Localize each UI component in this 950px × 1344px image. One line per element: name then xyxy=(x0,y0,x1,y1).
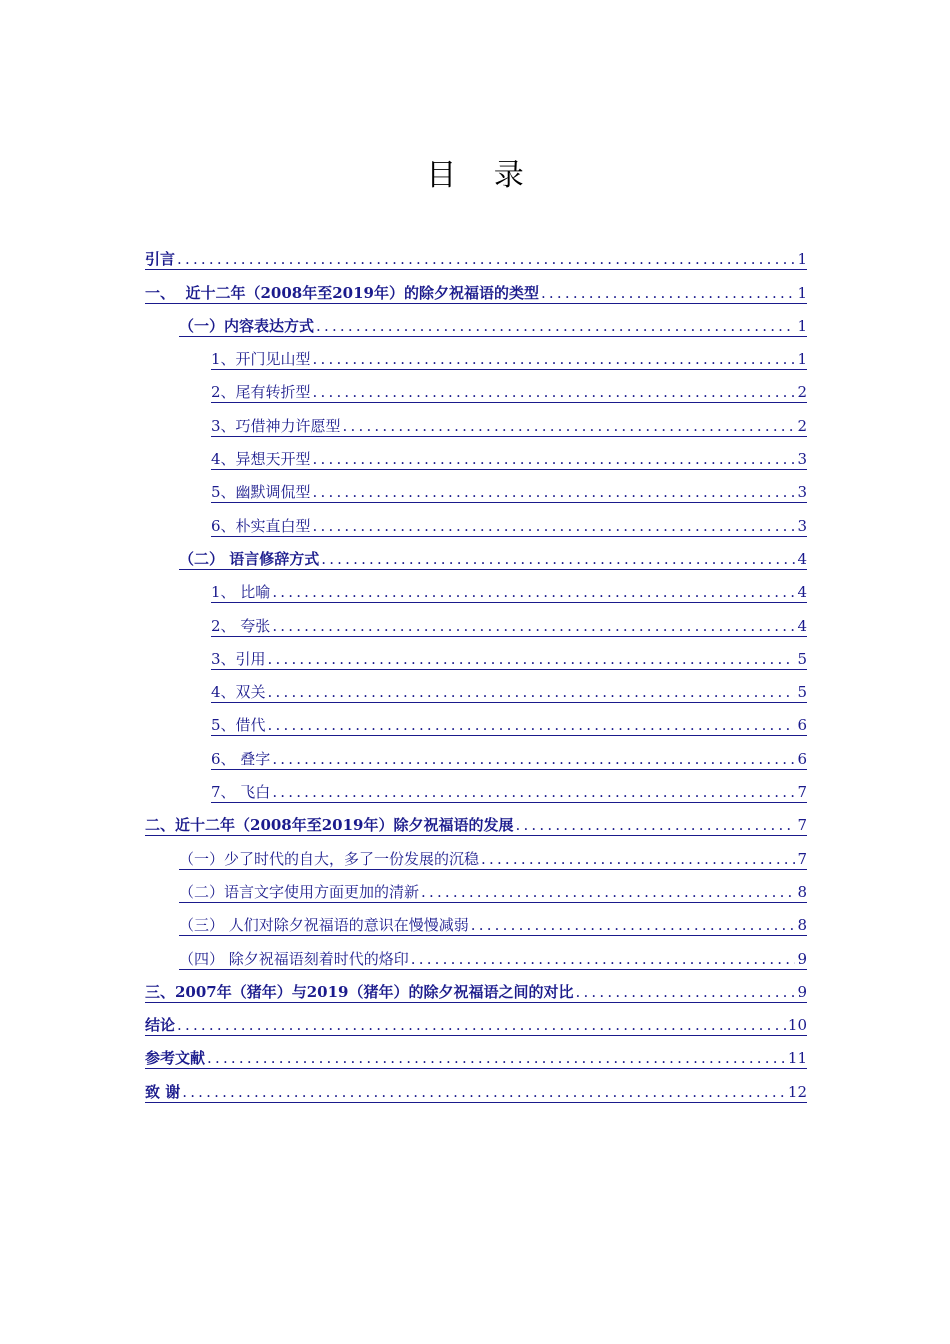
toc-entry[interactable] xyxy=(211,503,807,536)
toc-entry-label: 4、双关 xyxy=(211,683,266,702)
dot-leader xyxy=(272,617,795,635)
toc-entry-label: 2、 夸张 xyxy=(211,616,271,635)
toc-entry-label: 致 谢 xyxy=(145,1082,181,1101)
toc-entry-page: 1 xyxy=(797,350,807,369)
toc-entry-label: （二） 语言修辞方式 xyxy=(179,549,320,568)
toc-entry-label: （一）少了时代的自大，多了一份发展的沉稳 xyxy=(179,849,480,868)
toc-entry-page: 4 xyxy=(797,616,807,635)
dot-leader xyxy=(321,550,795,568)
toc-entry-page: 9 xyxy=(797,982,807,1001)
toc-entry-page: 10 xyxy=(787,1016,807,1035)
toc-entry[interactable] xyxy=(211,337,807,370)
toc-entry-page: 4 xyxy=(797,549,807,568)
dot-leader xyxy=(471,916,796,934)
dot-leader xyxy=(541,284,796,302)
toc-entry[interactable] xyxy=(179,304,807,337)
dot-leader xyxy=(177,1016,786,1034)
dot-leader xyxy=(268,716,796,734)
toc-entry-page: 9 xyxy=(797,949,807,968)
toc-entry[interactable] xyxy=(145,237,807,270)
toc-entry-label: 一、 近十二年（2008年至2019年）的除夕祝福语的类型 xyxy=(145,283,539,302)
toc-entry-label: 三、2007年（猪年）与2019（猪年）的除夕祝福语之间的对比 xyxy=(145,982,574,1001)
toc-entry[interactable] xyxy=(145,270,807,303)
dot-leader xyxy=(313,350,796,368)
toc-entry-page: 4 xyxy=(797,583,807,602)
dot-leader xyxy=(313,383,796,401)
toc-entry-page: 7 xyxy=(797,783,807,802)
toc-entry[interactable] xyxy=(211,703,807,736)
toc-entry-page: 3 xyxy=(797,450,807,469)
toc-entry-label: 7、 飞白 xyxy=(211,783,271,802)
toc-entry[interactable] xyxy=(179,537,807,570)
toc-entry[interactable] xyxy=(179,870,807,903)
dot-leader xyxy=(576,983,796,1001)
toc-entry-label: 1、开门见山型 xyxy=(211,350,311,369)
toc-entry-page: 1 xyxy=(797,283,807,302)
toc-entry-page: 6 xyxy=(797,716,807,735)
toc-entry-label: 5、借代 xyxy=(211,716,266,735)
toc-entry-label: （二）语言文字使用方面更加的清新 xyxy=(179,882,420,901)
toc-entry[interactable] xyxy=(211,736,807,769)
toc-entry[interactable] xyxy=(211,437,807,470)
toc-entry-label: 4、异想天开型 xyxy=(211,450,311,469)
toc-entry-label: 结论 xyxy=(145,1016,176,1035)
toc-entry-page: 12 xyxy=(787,1082,807,1101)
toc-entry-label: 6、 叠字 xyxy=(211,749,271,768)
toc-entry[interactable] xyxy=(211,570,807,603)
toc-entry[interactable] xyxy=(211,637,807,670)
toc-entry-label: 5、幽默调侃型 xyxy=(211,483,311,502)
dot-leader xyxy=(207,1049,786,1067)
dot-leader xyxy=(343,417,796,435)
dot-leader xyxy=(481,850,795,868)
dot-leader xyxy=(421,883,795,901)
dot-leader xyxy=(268,650,796,668)
toc-entry-page: 6 xyxy=(797,749,807,768)
toc-entry-label: 6、朴实直白型 xyxy=(211,516,311,535)
dot-leader xyxy=(177,250,795,268)
dot-leader xyxy=(268,683,796,701)
toc-entry-label: 二、近十二年（2008年至2019年）除夕祝福语的发展 xyxy=(145,816,514,835)
toc-entry-label: 参考文献 xyxy=(145,1049,206,1068)
toc-entry-page: 7 xyxy=(797,849,807,868)
dot-leader xyxy=(272,583,795,601)
dot-leader xyxy=(313,483,796,501)
toc-entry[interactable] xyxy=(145,1036,807,1069)
toc-entry[interactable] xyxy=(145,1069,807,1102)
toc-entry[interactable] xyxy=(179,903,807,936)
toc-entry-page: 7 xyxy=(797,816,807,835)
toc-entry[interactable] xyxy=(211,603,807,636)
toc-entry[interactable] xyxy=(211,403,807,436)
dot-leader xyxy=(313,517,796,535)
toc-entry-label: 引言 xyxy=(145,250,176,269)
toc-entry-page: 2 xyxy=(797,383,807,402)
dot-leader xyxy=(272,783,795,801)
toc-entry-page: 8 xyxy=(797,882,807,901)
toc-entry-label: （四） 除夕祝福语刻着时代的烙印 xyxy=(179,949,409,968)
toc-entry-page: 5 xyxy=(797,649,807,668)
toc-entry[interactable] xyxy=(145,970,807,1003)
toc-entry-page: 8 xyxy=(797,916,807,935)
page-title: 目 录 xyxy=(426,158,538,193)
toc-entry-label: （三） 人们对除夕祝福语的意识在慢慢减弱 xyxy=(179,916,469,935)
toc-entry-page: 3 xyxy=(797,483,807,502)
toc-entry-label: 1、 比喻 xyxy=(211,583,271,602)
toc-entry-page: 1 xyxy=(797,250,807,269)
dot-leader xyxy=(316,317,795,335)
toc-entry[interactable] xyxy=(179,836,807,869)
toc-entry-label: 2、尾有转折型 xyxy=(211,383,311,402)
dot-leader xyxy=(516,816,796,834)
toc-entry[interactable] xyxy=(211,470,807,503)
toc-entry-label: 3、巧借神力许愿型 xyxy=(211,416,341,435)
toc-entry[interactable] xyxy=(211,370,807,403)
toc-entry[interactable] xyxy=(179,936,807,969)
toc-entry-page: 3 xyxy=(797,516,807,535)
toc-entry-page: 5 xyxy=(797,683,807,702)
toc-entry[interactable] xyxy=(211,670,807,703)
toc-entry-label: （一）内容表达方式 xyxy=(179,316,315,335)
dot-leader xyxy=(182,1083,786,1101)
toc-entry-page: 1 xyxy=(797,316,807,335)
dot-leader xyxy=(272,750,795,768)
table-of-contents xyxy=(145,237,807,1103)
toc-entry-page: 2 xyxy=(797,416,807,435)
toc-entry-label: 3、引用 xyxy=(211,649,266,668)
dot-leader xyxy=(411,950,796,968)
toc-entry[interactable] xyxy=(145,803,807,836)
toc-entry-page: 11 xyxy=(787,1049,807,1068)
toc-entry[interactable] xyxy=(145,1003,807,1036)
dot-leader xyxy=(313,450,796,468)
toc-entry[interactable] xyxy=(211,770,807,803)
